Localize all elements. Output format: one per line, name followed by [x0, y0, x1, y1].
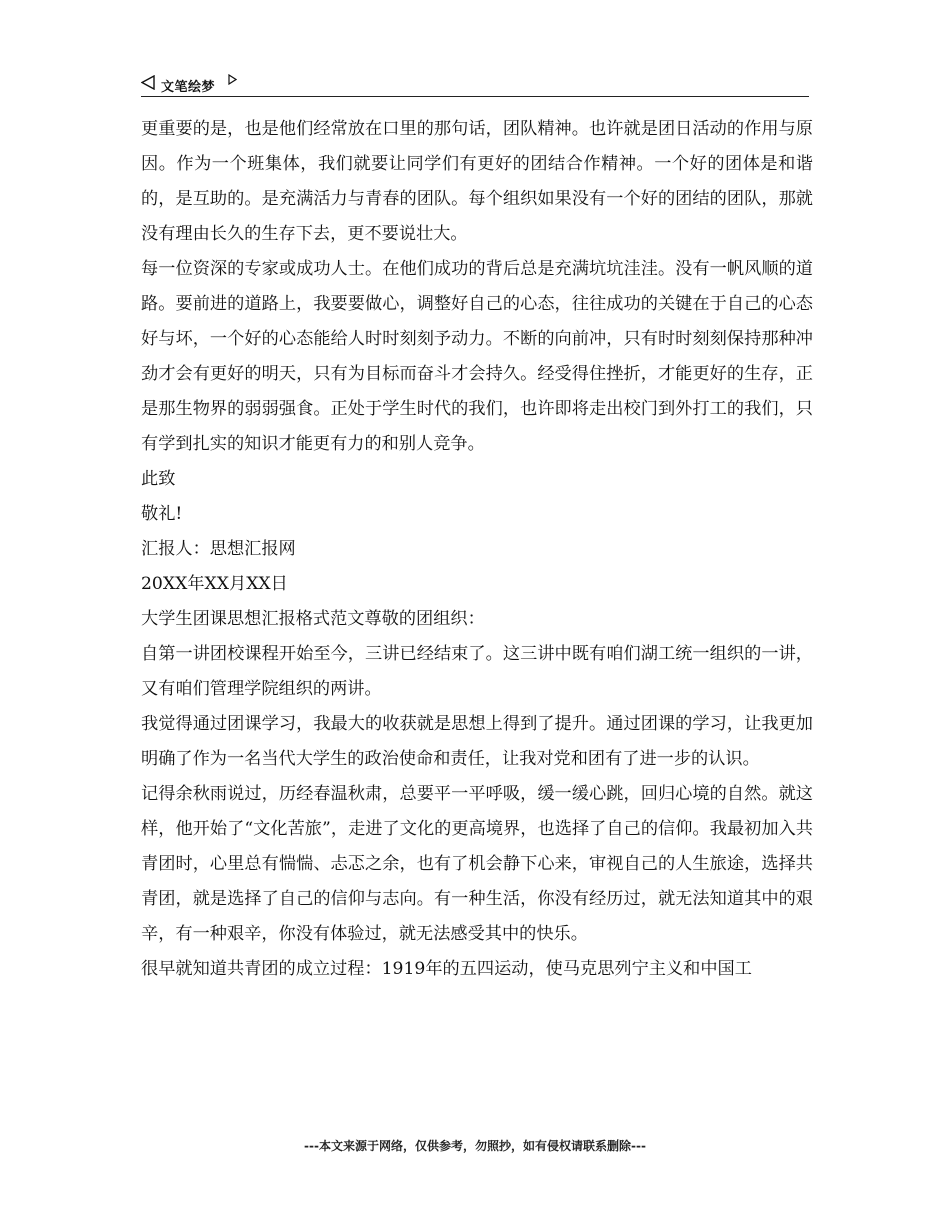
triangle-right-icon — [228, 74, 237, 85]
date-line: 20XX年XX月XX日 — [141, 574, 288, 594]
paragraph: 更重要的是，也是他们经常放在口里的那句话，团队精神。也许就是团日活动的作用与原因。作为一个班集体，我们就要让同学们有更好的团结合作精神。一个好的团体是和谐的，是互助的。是充满活力与青春的团队。每个组织如果没有一个好的团结的团队，那就没有理由长久的生存下去，更不要说壮大。 — [141, 119, 813, 244]
reporter-line: 汇报人：思想汇报网 — [141, 539, 296, 559]
triangle-left-icon — [141, 75, 155, 90]
paragraph: 记得余秋雨说过，历经春温秋肃，总要平一平呼吸，缓一缓心跳，回归心境的自然。就这样，他开始了“文化苦旅”，走进了文化的更高境界，也选择了自己的信仰。我最初加入共青团时，心里总有惴惴、忐忑之余，也有了机会静下心来，审视自己的人生旅途，选择共青团，就是选择了自己的信仰与志向。有一种生活，你没有经历过，就无法知道其中的艰辛，有一种艰辛，你没有体验过，就无法感受其中的快乐。 — [141, 784, 813, 944]
paragraph: 我觉得通过团课学习，我最大的收获就是思想上得到了提升。通过团课的学习，让我更加明确了作为一名当代大学生的政治使命和责任，让我对党和团有了进一步的认识。 — [141, 714, 813, 769]
paragraph: 很早就知道共青团的成立过程：1919年的五四运动，使马克思列宁主义和中国工 — [141, 959, 752, 979]
section-heading: 大学生团课思想汇报格式范文尊敬的团组织： — [141, 609, 485, 629]
document-body — [141, 112, 813, 987]
closing-salutation: 此致 — [141, 469, 176, 489]
page-header — [141, 72, 809, 97]
footer-disclaimer: ---本文来源于网络，仅供参考，勿照抄，如有侵权请联系删除--- — [304, 1139, 646, 1153]
closing-regards: 敬礼! — [141, 504, 183, 524]
brand-title: 文笔绘梦 — [161, 80, 216, 95]
paragraph: 每一位资深的专家或成功人士。在他们成功的背后总是充满坑坑洼洼。没有一帆风顺的道路。要前进的道路上，我要要做心，调整好自己的心态，往往成功的关键在于自己的心态好与坏，一个好的心态能给人时时刻刻予动力。不断的向前冲，只有时时刻刻保持那种冲劲才会有更好的明天，只有为目标而奋斗才会持久。经受得住挫折，才能更好的生存，正是那生物界的弱弱强食。正处于学生时代的我们，也许即将走出校门到外打工的我们，只有学到扎实的知识才能更有力的和别人竞争。 — [141, 259, 813, 454]
paragraph: 自第一讲团校课程开始至今，三讲已经结束了。这三讲中既有咱们湖工统一组织的一讲，又有咱们管理学院组织的两讲。 — [141, 644, 813, 699]
